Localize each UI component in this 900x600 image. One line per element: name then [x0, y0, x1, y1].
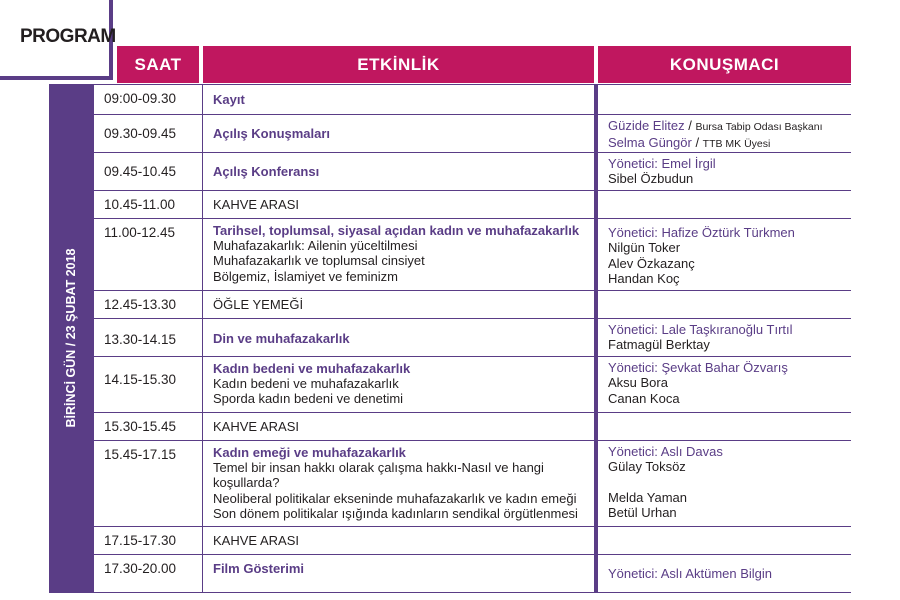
- table-row: [94, 218, 851, 290]
- day-label: BİRİNCİ GÜN / 23 ŞUBAT 2018: [64, 248, 78, 428]
- speaker-cell: [594, 357, 851, 412]
- moderator: Yönetici: Lale Taşkıranoğlu Tırtıl: [608, 322, 793, 337]
- event-cell: [202, 441, 594, 526]
- event-title: Açılış Konferansı: [213, 164, 320, 179]
- event-title: Kadın bedeni ve muhafazakarlık: [213, 361, 411, 376]
- event-text: KAHVE ARASI: [213, 533, 299, 548]
- time-cell: 17.15-17.30: [104, 533, 177, 548]
- table-row: [94, 84, 851, 114]
- event-cell: [202, 219, 594, 290]
- moderator: Yönetici: Emel İrgil: [608, 156, 716, 171]
- time-cell: 17.30-20.00: [104, 561, 177, 576]
- table-row: [94, 526, 851, 554]
- event-cell: [202, 527, 594, 554]
- program-box: [0, 0, 116, 80]
- event-text: ÖĞLE YEMEĞİ: [213, 297, 304, 312]
- event-cell: [202, 413, 594, 440]
- event-cell: [202, 291, 594, 318]
- speaker-name: Melda Yaman: [608, 489, 688, 505]
- event-subtopic: Muhafazakarlık: Ailenin yüceltilmesi: [213, 238, 418, 253]
- time-cell: 12.45-13.30: [104, 297, 177, 312]
- table-row: [94, 440, 851, 526]
- event-subtopic: Kadın bedeni ve muhafazakarlık: [213, 376, 399, 391]
- event-subtopic: Bölgemiz, İslamiyet ve feminizm: [213, 268, 398, 284]
- speaker-name: Canan Koca: [608, 390, 680, 406]
- event-subtopic: Sporda kadın bedeni ve denetimi: [213, 391, 404, 407]
- moderator: Yönetici: Hafize Öztürk Türkmen: [608, 225, 795, 240]
- event-title: Kayıt: [213, 92, 245, 107]
- speaker-role: Bursa Tabip Odası Başkanı: [695, 121, 823, 133]
- time-cell: 15.45-17.15: [104, 447, 177, 462]
- separator: /: [691, 135, 703, 151]
- event-subtopic: Son dönem politikalar ışığında kadınların sendikal örgütlenmesi: [213, 505, 578, 521]
- event-title: Film Gösterimi: [213, 561, 305, 576]
- speaker-role: TTB MK Üyesi: [702, 138, 771, 151]
- speaker-cell: [594, 115, 851, 152]
- speaker-name: Nilgün Toker: [608, 240, 681, 256]
- speaker-cell: [594, 219, 851, 290]
- speaker-cell: [594, 291, 851, 318]
- speaker-name: Betül Urhan: [608, 505, 677, 521]
- event-cell: [202, 357, 594, 412]
- event-cell: [202, 115, 594, 152]
- time-cell: 10.45-11.00: [104, 197, 176, 212]
- speaker-name: [608, 475, 851, 490]
- table-row: [94, 412, 851, 440]
- event-subtopic: Muhafazakarlık ve toplumsal cinsiyet: [213, 253, 425, 269]
- speaker-cell: [594, 153, 851, 190]
- table-row: [94, 290, 851, 318]
- speaker-cell: [594, 555, 851, 593]
- speaker-line: [608, 135, 851, 152]
- time-cell: 15.30-15.45: [104, 419, 177, 434]
- table-row: [94, 152, 851, 190]
- event-cell: [202, 319, 594, 356]
- speaker-cell: [594, 85, 851, 114]
- time-cell: 09:00-09.30: [104, 91, 177, 106]
- event-cell: [202, 153, 594, 190]
- time-cell: 13.30-14.15: [104, 332, 177, 347]
- speaker-name: Selma Güngör: [608, 135, 692, 151]
- header-speaker: KONUŞMACI: [598, 46, 851, 83]
- event-subtopic: koşullarda?: [213, 475, 280, 491]
- speaker-cell: [594, 441, 851, 526]
- speaker-name: Alev Özkazanç: [608, 255, 695, 271]
- event-title: Kadın emeği ve muhafazakarlık: [213, 445, 406, 460]
- event-text: KAHVE ARASI: [213, 197, 299, 212]
- table-row: [94, 114, 851, 152]
- speaker-cell: [594, 413, 851, 440]
- speaker-name: Handan Koç: [608, 270, 680, 286]
- event-subtopic: Neoliberal politikalar ekseninde muhafazakarlık ve kadın emeği: [213, 490, 577, 506]
- table-bottom-border: [94, 592, 851, 593]
- speaker-line: [608, 118, 851, 135]
- speaker-cell: [594, 527, 851, 554]
- header-event: ETKİNLİK: [203, 46, 594, 83]
- event-cell: [202, 191, 594, 218]
- table-row: [94, 190, 851, 218]
- table-row: [94, 318, 851, 356]
- time-cell: 14.15-15.30: [104, 372, 177, 387]
- speaker-cell: [594, 191, 851, 218]
- speaker-cell: [594, 319, 851, 356]
- event-title: Açılış Konuşmaları: [213, 126, 331, 141]
- event-subtopic: Temel bir insan hakkı olarak çalışma hakkı-Nasıl ve hangi: [213, 460, 544, 475]
- schedule-table: [94, 84, 851, 593]
- speaker-name: Sibel Özbudun: [608, 171, 694, 187]
- moderator: Yönetici: Şevkat Bahar Özvarış: [608, 360, 788, 375]
- event-title: Din ve muhafazakarlık: [213, 331, 350, 346]
- speaker-name: Aksu Bora: [608, 375, 668, 391]
- speaker-name: Gülay Toksöz: [608, 459, 686, 475]
- event-cell: [202, 85, 594, 114]
- speaker-name: Fatmagül Berktay: [608, 337, 710, 353]
- time-cell: 09.45-10.45: [104, 164, 177, 179]
- program-label: PROGRAM: [20, 26, 116, 47]
- time-cell: 11.00-12.45: [104, 225, 176, 240]
- event-cell: [202, 555, 594, 593]
- event-text: KAHVE ARASI: [213, 419, 299, 434]
- table-row: [94, 356, 851, 412]
- moderator: Yönetici: Aslı Aktümen Bilgin: [608, 566, 773, 581]
- time-cell: 09.30-09.45: [104, 126, 177, 141]
- speaker-name: Güzide Elitez: [608, 118, 685, 133]
- separator: /: [684, 118, 696, 133]
- table-row: [94, 554, 851, 593]
- event-title: Tarihsel, toplumsal, siyasal açıdan kadın ve muhafazakarlık: [213, 223, 580, 238]
- header-time: SAAT: [117, 46, 199, 83]
- moderator: Yönetici: Aslı Davas: [608, 444, 723, 459]
